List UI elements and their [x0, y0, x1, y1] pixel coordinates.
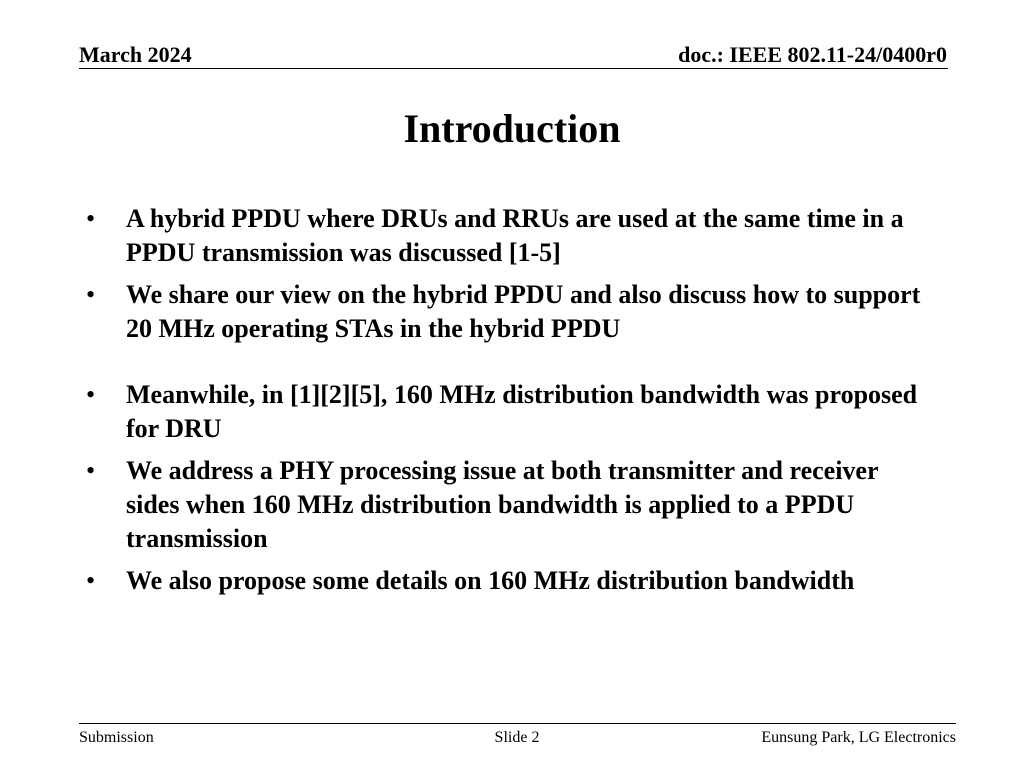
bullet-item — [0, 278, 936, 346]
bullet-item — [0, 378, 936, 446]
bullet-text: A hybrid PPDU where DRUs and RRUs are used at the same time in a PPDU transmission was discussed [1-5] — [126, 204, 904, 267]
footer-slide-number: Slide 2 — [494, 729, 540, 746]
bullet-dot-icon: • — [86, 456, 96, 485]
footer-submission: Submission — [79, 729, 154, 746]
bullet-text: We share our view on the hybrid PPDU and also discuss how to support 20 MHz operating STAs in the hybrid PPDU — [126, 280, 921, 343]
bullet-dot-icon: • — [86, 566, 96, 595]
footer-divider — [79, 723, 956, 724]
bullet-dot-icon: • — [86, 204, 96, 233]
bullet-text: We address a PHY processing issue at both transmitter and receiver sides when 160 MHz distribution bandwidth is applied to a PPDU transmission — [126, 456, 879, 553]
bullet-item — [0, 454, 936, 556]
bullet-text: Meanwhile, in [1][2][5], 160 MHz distribution bandwidth was proposed for DRU — [126, 380, 918, 443]
bullet-item — [0, 202, 936, 270]
header-date: March 2024 — [79, 42, 192, 67]
bullet-dot-icon: • — [86, 280, 96, 309]
slide-title: Introduction — [403, 106, 621, 151]
header-divider — [79, 68, 948, 69]
header-doc-id: doc.: IEEE 802.11-24/0400r0 — [678, 42, 947, 67]
bullet-list — [0, 202, 1024, 606]
bullet-dot-icon: • — [86, 380, 96, 409]
footer-author: Eunsung Park, LG Electronics — [761, 729, 956, 746]
bullet-item — [0, 564, 936, 598]
bullet-text: We also propose some details on 160 MHz distribution bandwidth — [126, 566, 855, 595]
